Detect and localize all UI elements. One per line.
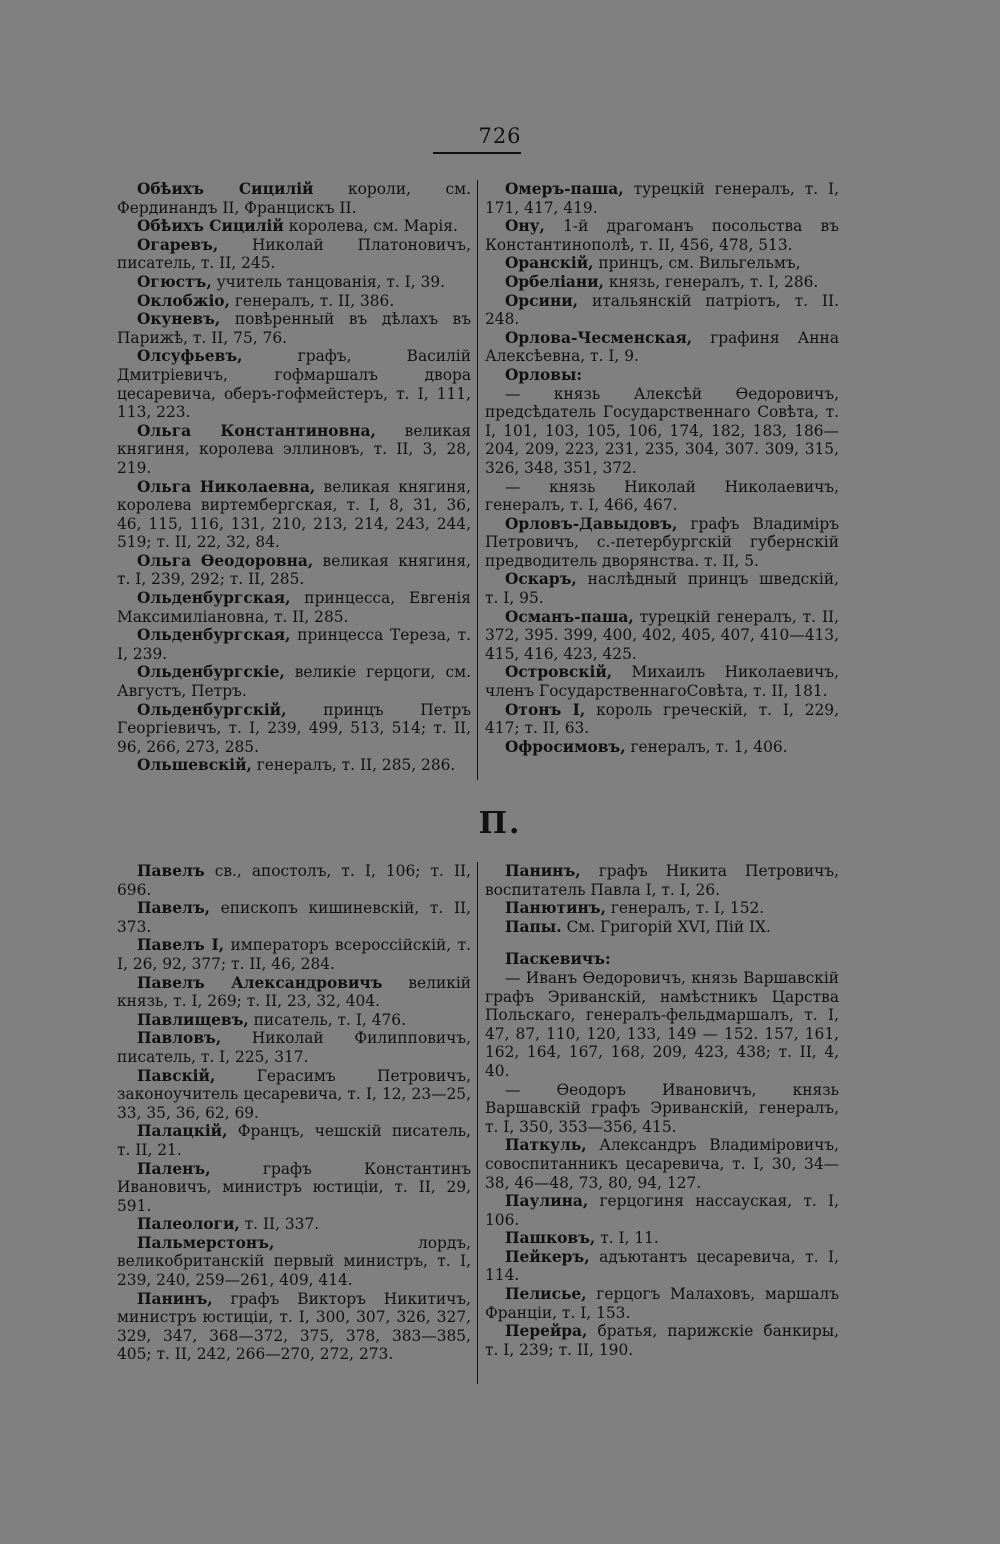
entry-headword: Перейра, bbox=[505, 1322, 588, 1341]
entry-text: Александръ Владиміровичъ, совоспитанникъ цесаревича, т. I, 30, 34—38, 46—48, 73, 80, 94, 127. bbox=[485, 1136, 839, 1192]
entry-headword: Паскевичъ: bbox=[505, 950, 611, 969]
entry-headword: Орловъ-Давыдовъ, bbox=[505, 514, 678, 533]
index-entry bbox=[485, 1248, 839, 1285]
index-entry bbox=[485, 1136, 839, 1192]
entry-text: графъ, Василій Дмитріевичъ, гофмаршалъ двора цесаревича, оберъ-гофмейстеръ, т. I, 111, 113, 223. bbox=[117, 347, 471, 422]
index-entry bbox=[485, 570, 839, 607]
entry-headword: Павелъ, bbox=[137, 899, 211, 918]
index-entry bbox=[485, 292, 839, 329]
entry-headword: Павскій, bbox=[137, 1066, 216, 1085]
entry-text: т. II, 337. bbox=[239, 1215, 320, 1234]
entry-text: принцесса Тереза, т. I, 239. bbox=[117, 626, 471, 663]
index-entry bbox=[485, 329, 839, 366]
index-column-bottom-left bbox=[117, 862, 471, 1364]
index-entry bbox=[117, 1011, 471, 1030]
page-number: 726 bbox=[478, 124, 522, 148]
entry-text: графъ Владиміръ Петровичъ, с.-петербургскій губернскій предводитель дворянства. т. II, 5. bbox=[485, 514, 839, 570]
entry-text: принцесса, Евгенія Максимиліановна, т. II, 285. bbox=[117, 589, 471, 626]
entry-headword: Пальмерстонъ, bbox=[137, 1233, 275, 1252]
entry-text: королева, см. Марія. bbox=[283, 217, 458, 236]
index-entry bbox=[485, 608, 839, 664]
entry-text: генералъ, т. I, 152. bbox=[605, 899, 765, 918]
entry-text: См. Григорій XVI, Пій IX. bbox=[561, 917, 771, 936]
section-letter: П. bbox=[478, 806, 522, 841]
entry-headword: Ону, bbox=[505, 217, 545, 236]
entry-headword: Оскаръ, bbox=[505, 570, 577, 589]
index-entry bbox=[117, 936, 471, 973]
entry-headword: Палеологи, bbox=[137, 1215, 240, 1234]
entry-text: принцъ, см. Вильгельмъ, bbox=[593, 254, 801, 273]
entry-text: турецкій генералъ, т. I, 171, 417, 419. bbox=[485, 180, 839, 217]
entry-headword: Ольга Николаевна, bbox=[137, 477, 316, 496]
entry-text: писатель, т. I, 476. bbox=[248, 1010, 406, 1029]
entry-headword: Османъ-паша, bbox=[505, 607, 634, 626]
entry-text: Францъ, чешскій писатель, т. II, 21. bbox=[117, 1122, 471, 1159]
index-entry bbox=[485, 1192, 839, 1229]
entry-headword: Паленъ, bbox=[137, 1159, 211, 1178]
entry-headword: Отонъ I, bbox=[505, 700, 586, 719]
index-column-bottom-right bbox=[485, 862, 839, 1359]
entry-text: лордъ, великобританскій первый министръ, т. I, 239, 240, 259—261, 409, 414. bbox=[117, 1233, 471, 1290]
index-column-top-left bbox=[117, 180, 471, 775]
entry-text: принцъ Петръ Георгіевичъ, т. I, 239, 499, 513, 514; т. II, 96, 266, 273, 285. bbox=[117, 700, 471, 756]
index-entry bbox=[117, 701, 471, 757]
entry-headword: Павелъ I, bbox=[137, 936, 225, 955]
entry-text: графъ Константинъ Ивановичъ, министръ юстиціи, т. II, 29, 591. bbox=[117, 1159, 471, 1215]
index-entry bbox=[485, 385, 839, 478]
entry-text: графиня Анна Алексѣевна, т. I, 9. bbox=[485, 328, 839, 366]
index-entry bbox=[117, 1160, 471, 1216]
index-entry bbox=[485, 366, 839, 385]
index-entry bbox=[117, 292, 471, 311]
index-entry bbox=[485, 1229, 839, 1248]
entry-headword: Огюстъ, bbox=[137, 272, 212, 291]
index-entry bbox=[485, 1322, 839, 1359]
index-entry bbox=[485, 663, 839, 700]
entry-text: турецкій генералъ, т. II, 372, 395. 399, 400, 402, 405, 407, 410—413, 415, 416, 423, 425. bbox=[485, 607, 839, 663]
index-entry bbox=[485, 899, 839, 918]
index-entry bbox=[485, 515, 839, 571]
entry-text: великіе герцоги, см. Августъ, Петръ. bbox=[117, 663, 471, 701]
entry-text: Герасимъ Петровичъ, законоучитель цесаревича, т. I, 12, 23—25, 33, 35, 36, 62, 69. bbox=[117, 1066, 471, 1122]
entry-text: — князь Николай Николаевичъ, генералъ, т. I, 466, 467. bbox=[485, 477, 839, 515]
column-divider bbox=[477, 180, 478, 780]
entry-text: великій князь, т. I, 269; т. II, 23, 32, 404. bbox=[117, 973, 471, 1011]
entry-headword: Орлова-Чесменская, bbox=[505, 328, 693, 347]
index-entry bbox=[117, 663, 471, 700]
entry-text: учитель танцованія, т. I, 39. bbox=[211, 272, 446, 291]
index-entry bbox=[485, 180, 839, 217]
entry-headword: Палацкій, bbox=[137, 1122, 228, 1141]
column-divider bbox=[477, 862, 478, 1384]
index-entry bbox=[117, 1290, 471, 1364]
entry-headword: Павловъ, bbox=[137, 1029, 222, 1048]
index-column-top-right bbox=[485, 180, 839, 756]
index-entry bbox=[117, 1234, 471, 1290]
index-entry bbox=[485, 969, 839, 1081]
entry-headword: Офросимовъ, bbox=[505, 737, 626, 756]
entry-text: епископъ кишиневскій, т. II, 373. bbox=[117, 899, 471, 936]
index-entry bbox=[117, 1122, 471, 1159]
index-entry bbox=[485, 273, 839, 292]
entry-text: генералъ, т. II, 285, 286. bbox=[251, 756, 456, 775]
index-entry bbox=[485, 1285, 839, 1322]
entry-headword: Паткуль, bbox=[505, 1136, 587, 1155]
entry-headword: Ольденбургскіе, bbox=[137, 663, 285, 682]
entry-headword: Пейкеръ, bbox=[505, 1247, 590, 1266]
entry-text: — князь Алексѣй Ѳедоровичъ, предсѣдатель Государственнаго Совѣта, т. I, 101, 103, 105, 106, 174, 182, 183, 186—204, 209, 223, 231, 235, 304, 307. 309, 315, 326, 348, 351, 372. bbox=[485, 384, 839, 477]
entry-headword: Островскій, bbox=[505, 663, 613, 682]
index-entry bbox=[117, 1067, 471, 1123]
entry-text: графъ Никита Петровичъ, воспитатель Павла I, т. I, 26. bbox=[485, 862, 839, 899]
entry-headword: Оклобжіо, bbox=[137, 291, 230, 310]
index-entry bbox=[117, 552, 471, 589]
entry-headword: Оранскій, bbox=[505, 254, 594, 273]
entry-text: Николай Платоновичъ, писатель, т. II, 245. bbox=[117, 235, 471, 273]
entry-headword: Олсуфьевъ, bbox=[137, 347, 243, 366]
index-entry bbox=[117, 1215, 471, 1234]
entry-text: великая княгиня, королева эллиновъ, т. II, 3, 28, 219. bbox=[117, 421, 471, 477]
entry-headword: Павлищевъ, bbox=[137, 1010, 249, 1029]
entry-headword: Орбеліани, bbox=[505, 272, 604, 291]
index-entry bbox=[117, 217, 471, 236]
entry-headword: Панютинъ, bbox=[505, 899, 606, 918]
entry-headword: Ольденбургская, bbox=[137, 589, 291, 608]
index-entry bbox=[485, 254, 839, 273]
index-entry bbox=[117, 756, 471, 775]
entry-headword: Панинъ, bbox=[505, 862, 581, 880]
index-entry bbox=[485, 701, 839, 738]
entry-text: — Ѳеодоръ Ивановичъ, князь Варшавскій графъ Эриванскій, генералъ, т. I, 350, 353—356, 415. bbox=[485, 1080, 839, 1136]
index-entry bbox=[117, 1029, 471, 1066]
entry-text: т. I, 11. bbox=[595, 1229, 659, 1248]
entry-text: король греческій, т. I, 229, 417; т. II, 63. bbox=[485, 700, 839, 738]
entry-headword: Паулина, bbox=[505, 1192, 589, 1211]
entry-text: — Иванъ Ѳедоровичъ, князь Варшавскій графъ Эриванскій, намѣстникъ Царства Польскаго, генералъ-фельдмаршалъ, т. I, 47, 87, 110, 120, 133, 149 — 152. 157, 161, 162, 164, 167, 168, 209, 423, 438; т. II, 4, 40. bbox=[485, 968, 839, 1080]
index-entry bbox=[117, 478, 471, 552]
entry-headword: Огаревъ, bbox=[137, 235, 219, 254]
entry-text: графъ Викторъ Никитичъ, министръ юстиціи, т. I, 300, 307, 326, 327, 329, 347, 368—372, 375, 378, 383—385, 405; т. II, 242, 266—270, 272, 273. bbox=[117, 1289, 471, 1364]
index-entry bbox=[485, 478, 839, 515]
entry-text: князь, генералъ, т. I, 286. bbox=[603, 272, 819, 291]
index-entry bbox=[117, 273, 471, 292]
entry-headword: Окуневъ, bbox=[137, 310, 221, 329]
entry-text: св., апостолъ, т. I, 106; т. II, 696. bbox=[117, 862, 471, 899]
entry-text: наслѣдный принцъ шведскій, т. I, 95. bbox=[485, 570, 839, 608]
entry-text: великая княгиня, т. I, 239, 292; т. II, 285. bbox=[117, 551, 471, 589]
entry-headword: Пелисье, bbox=[505, 1285, 587, 1304]
entry-headword: Папы. bbox=[505, 917, 562, 936]
index-entry bbox=[485, 862, 839, 899]
index-entry bbox=[485, 918, 839, 937]
entry-headword: Орсини, bbox=[505, 291, 578, 310]
entry-text: итальянскій патріотъ, т. II. 248. bbox=[485, 291, 839, 329]
entry-text: братья, парижскіе банкиры, т. I, 239; т. II, 190. bbox=[485, 1322, 839, 1359]
index-entry bbox=[485, 217, 839, 254]
entry-text: Михаилъ Николаевичъ, членъ ГосударственнагоСовѣта, т. II, 181. bbox=[485, 663, 839, 701]
entry-text: генералъ, т. 1, 406. bbox=[625, 737, 788, 756]
entry-text: генералъ, т. II, 386. bbox=[229, 291, 395, 310]
index-entry bbox=[117, 422, 471, 478]
entry-headword: Обѣихъ Сицилій bbox=[137, 180, 314, 198]
index-entry bbox=[117, 899, 471, 936]
index-entry bbox=[117, 347, 471, 421]
index-entry bbox=[117, 236, 471, 273]
entry-headword: Орловы: bbox=[505, 365, 583, 384]
index-entry bbox=[485, 1081, 839, 1137]
entry-headword: Ольшевскій, bbox=[137, 756, 252, 775]
entry-headword: Обѣихъ Сицилій bbox=[137, 217, 284, 236]
page-number-rule bbox=[433, 152, 521, 154]
entry-headword: Ольга Константиновна, bbox=[137, 421, 376, 440]
index-entry bbox=[117, 310, 471, 347]
entry-headword: Панинъ, bbox=[137, 1289, 213, 1308]
entry-text: повѣренный въ дѣлахъ въ Парижѣ, т. II, 75, 76. bbox=[117, 310, 471, 347]
entry-text: великая княгиня, королева виртембергская, т. I, 8, 31, 36, 46, 115, 116, 131, 210, 213, 214, 243, 244, 519; т. II, 22, 32, 84. bbox=[117, 477, 471, 552]
index-entry bbox=[117, 974, 471, 1011]
entry-headword: Павелъ Александровичъ bbox=[137, 973, 383, 992]
entry-text: императоръ всероссійскій, т. I, 26, 92, 377; т. II, 46, 284. bbox=[117, 936, 471, 973]
entry-text: герцогиня нассауская, т. I, 106. bbox=[485, 1192, 839, 1229]
index-entry bbox=[117, 626, 471, 663]
entry-headword: Ольденбургская, bbox=[137, 626, 291, 645]
index-entry bbox=[485, 738, 839, 757]
index-entry bbox=[485, 950, 839, 969]
entry-headword: Ольденбургскій, bbox=[137, 700, 287, 719]
entry-text: короли, см. Фердинандъ II, Францискъ II. bbox=[117, 180, 472, 217]
entry-headword: Пашковъ, bbox=[505, 1229, 596, 1248]
index-entry bbox=[117, 180, 471, 217]
entry-headword: Ольга Ѳеодоровна, bbox=[137, 551, 314, 570]
index-entry bbox=[117, 589, 471, 626]
entry-text: 1-й драгоманъ посольства въ Константинополѣ, т. II, 456, 478, 513. bbox=[485, 217, 839, 254]
entry-headword: Омеръ-паша, bbox=[505, 180, 624, 198]
entry-text: адъютантъ цесаревича, т. I, 114. bbox=[485, 1247, 839, 1285]
entry-headword: Павелъ bbox=[137, 862, 205, 880]
index-entry bbox=[117, 862, 471, 899]
entry-text: Николай Филипповичъ, писатель, т. I, 225, 317. bbox=[117, 1029, 471, 1066]
entry-text: герцогъ Малаховъ, маршалъ Франціи, т. I, 153. bbox=[485, 1285, 839, 1322]
